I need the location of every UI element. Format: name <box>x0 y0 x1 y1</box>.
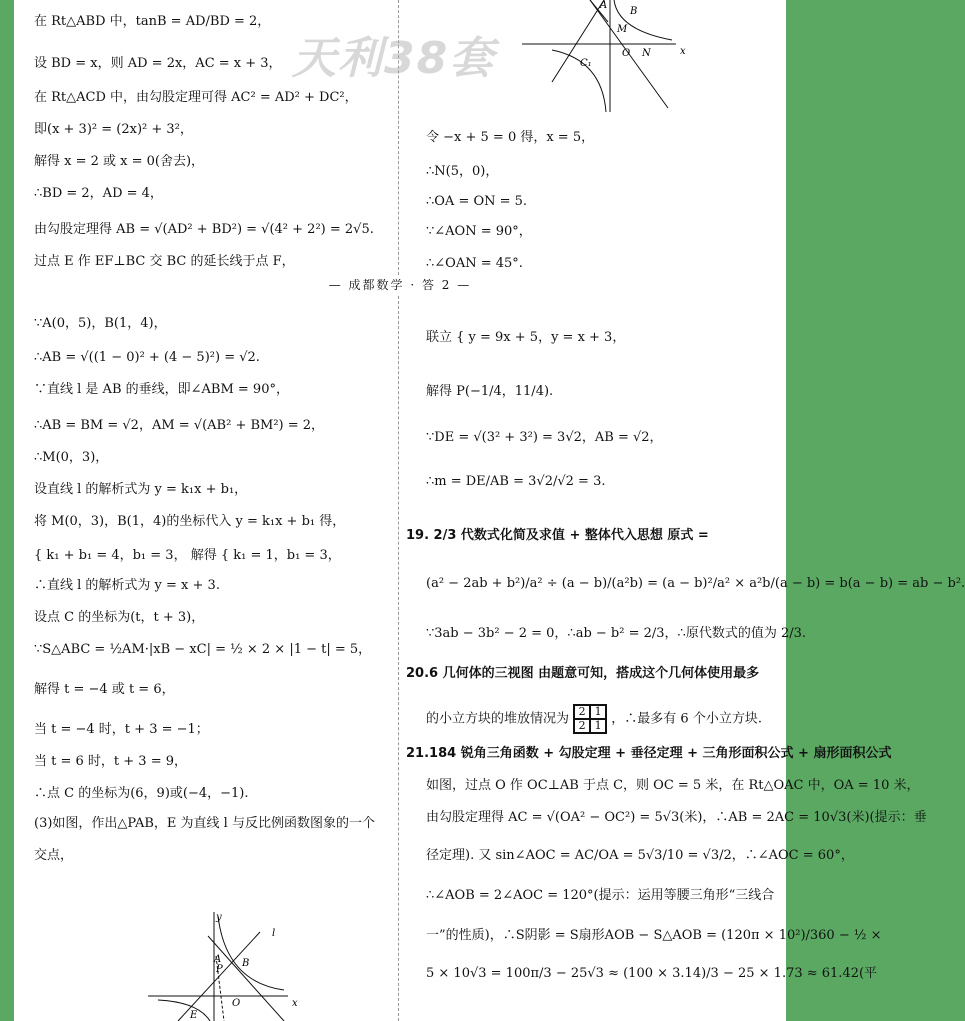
text-line: ∴∠AOB = 2∠AOC = 120°(提示：运用等腰三角形“三线合 <box>426 888 775 903</box>
graph-label: B <box>242 958 250 969</box>
text-line: (3)如图，作出△PAB，E 为直线 l 与反比例函数图象的一个 <box>34 816 375 831</box>
text-line: ∵直线 l 是 AB 的垂线，即∠ABM = 90°， <box>34 382 289 397</box>
text-line: ∵∠AON = 90°， <box>426 224 532 239</box>
text-line: 解得 x = 2 或 x = 0(舍去)， <box>34 154 205 169</box>
graph-label: l <box>272 928 276 939</box>
text-line: ∴N(5，0)， <box>426 164 499 179</box>
watermark: 天利38套 <box>292 33 496 84</box>
text-line: ∴点 C 的坐标为(6，9)或(−4，−1). <box>34 786 249 801</box>
text-line: 由勾股定理得 AC = √(OA² − OC²) = 5√3(米)，∴AB = 2AC = 10√3(米)(提示：垂 <box>426 810 927 825</box>
page-footer: — 成都数学 · 答 2 — <box>328 278 472 292</box>
text-line: 令 −x + 5 = 0 得，x = 5， <box>426 130 595 145</box>
answer-19-heading: 19. 2/3 代数式化简及求值 + 整体代入思想 原式 = <box>406 528 709 543</box>
document-page <box>14 0 965 1021</box>
text-line: 设 BD = x，则 AD = 2x，AC = x + 3， <box>34 56 282 71</box>
text-line: ∵DE = √(3² + 3²) = 3√2，AB = √2， <box>426 430 663 445</box>
answer-20-heading: 20.6 几何体的三视图 由题意可知，搭成这个几何体使用最多 <box>406 666 760 681</box>
graph-label: A <box>214 954 222 965</box>
text-line: 在 Rt△ACD 中，由勾股定理可得 AC² = AD² + DC²， <box>34 90 358 105</box>
cube-stack-grid: 2 1 2 1 <box>573 704 607 734</box>
text-line: ∴直线 l 的解析式为 y = x + 3. <box>34 578 220 593</box>
text-line: ∴OA = ON = 5. <box>426 194 528 209</box>
graph-label: E <box>190 1010 198 1021</box>
graph-label: O <box>622 48 631 59</box>
text-line: ∴∠OAN = 45°. <box>426 256 523 271</box>
text-line: ∴BD = 2，AD = 4， <box>34 186 163 201</box>
graph-label: N <box>642 48 651 59</box>
text-line: ∴AB = BM = √2，AM = √(AB² + BM²) = 2， <box>34 418 325 433</box>
answer-21-heading: 21.184 锐角三角函数 + 勾股定理 + 垂径定理 + 三角形面积公式 + 扇形面积公式 <box>406 746 892 761</box>
graph-label: O <box>232 998 241 1009</box>
graph-label: C₁ <box>580 58 592 69</box>
graph-label: M <box>617 24 628 35</box>
text-line: 由勾股定理得 AB = √(AD² + BD²) = √(4² + 2²) = 2√5. <box>34 222 374 237</box>
text-line: ∴m = DE/AB = 3√2/√2 = 3. <box>426 474 606 489</box>
text-line: 径定理). 又 sin∠AOC = AC/OA = 5√3/10 = √3/2，∴∠AOC = 60°， <box>426 848 854 863</box>
text-line: ∵3ab − 3b² − 2 = 0，∴ab − b² = 2/3，∴原代数式的值为 2/3. <box>426 626 807 641</box>
text-line: 如图，过点 O 作 OC⊥AB 于点 C，则 OC = 5 米，在 Rt△OAC 中，OA = 10 米， <box>426 778 920 793</box>
text-line: 解得 P(−1/4，11/4). <box>426 384 554 399</box>
column-divider-bottom <box>398 296 399 1021</box>
hyperbola-graph-bottom <box>138 906 298 1021</box>
text-line: 解得 t = −4 或 t = 6， <box>34 682 175 697</box>
graph-label: x <box>680 46 686 57</box>
graph-label: x <box>292 998 298 1009</box>
text-line: ∵S△ABC = ½AM·|xB − xC| = ½ × 2 × |1 − t| = 5， <box>34 642 372 657</box>
text-line: 设直线 l 的解析式为 y = k₁x + b₁， <box>34 482 248 497</box>
text-line: 即(x + 3)² = (2x)² + 3²， <box>34 122 193 137</box>
text-line: ∴AB = √((1 − 0)² + (4 − 5)²) = √2. <box>34 350 260 365</box>
text-line: 一”的性质)，∴S阴影 = S扇形AOB − S△AOB = (120π × 10²)/360 − ½ × <box>426 928 882 943</box>
column-divider-top <box>398 0 399 275</box>
graph-label: P <box>216 964 223 975</box>
text-line: { k₁ + b₁ = 4，b₁ = 3， 解得 { k₁ = 1，b₁ = 3， <box>34 548 341 563</box>
text-line: ∴M(0，3)， <box>34 450 109 465</box>
text-line: 当 t = 6 时，t + 3 = 9， <box>34 754 187 769</box>
text-line: 将 M(0，3)，B(1，4)的坐标代入 y = k₁x + b₁ 得， <box>34 514 346 529</box>
hyperbola-graph-top <box>522 0 686 112</box>
text-line: 交点， <box>34 848 74 863</box>
text-line: 设点 C 的坐标为(t，t + 3)， <box>34 610 205 625</box>
text-line: (a² − 2ab + b²)/a² ÷ (a − b)/(a²b) = (a − b)²/a² × a²b/(a − b) = b(a − b) = ab − b². <box>426 576 965 591</box>
graph-label: A <box>600 0 608 11</box>
text-line: ∵A(0，5)，B(1，4)， <box>34 316 167 331</box>
text-line: 在 Rt△ABD 中，tanB = AD/BD = 2， <box>34 14 271 29</box>
graph-label: B <box>630 6 638 17</box>
text-line: 联立 { y = 9x + 5，y = x + 3， <box>426 330 626 345</box>
text-line: 5 × 10√3 = 100π/3 − 25√3 ≈ (100 × 3.14)/3 − 25 × 1.73 ≈ 61.42(平 <box>426 966 878 981</box>
text-line: 的小立方块的堆放情况为 2 1 2 1 ，∴最多有 6 个小立方块. <box>426 705 762 732</box>
text-line: 过点 E 作 EF⊥BC 交 BC 的延长线于点 F， <box>34 254 295 269</box>
graph-label: y <box>216 912 222 923</box>
text-line: 当 t = −4 时，t + 3 = −1； <box>34 722 209 737</box>
